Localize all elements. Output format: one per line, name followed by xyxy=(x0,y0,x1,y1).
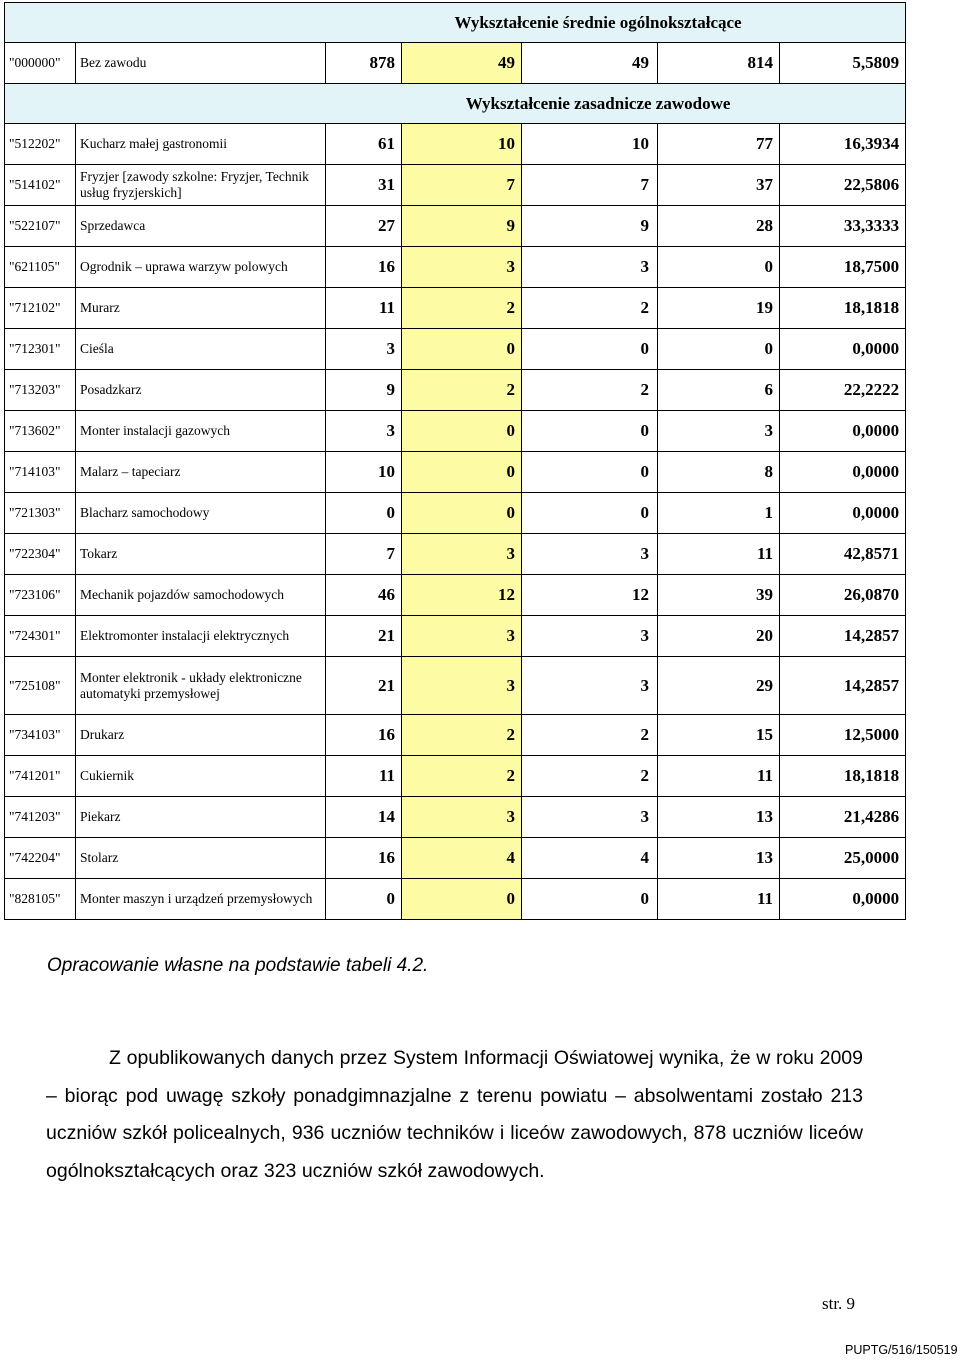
code-cell: "714103" xyxy=(5,452,76,493)
value-cell-1: 9 xyxy=(326,370,402,411)
value-cell-2: 3 xyxy=(402,616,522,657)
value-cell-2: 3 xyxy=(402,534,522,575)
value-cell-2: 3 xyxy=(402,797,522,838)
table-row xyxy=(5,452,906,493)
value-cell-1: 0 xyxy=(326,879,402,920)
value-cell-5: 0,0000 xyxy=(780,452,906,493)
value-cell-4: 37 xyxy=(658,165,780,206)
value-cell-2: 2 xyxy=(402,756,522,797)
value-cell-3: 2 xyxy=(522,288,658,329)
value-cell-3: 4 xyxy=(522,838,658,879)
value-cell-3: 0 xyxy=(522,493,658,534)
section-title: Wykształcenie zasadnicze zawodowe xyxy=(5,84,906,124)
value-cell-4: 3 xyxy=(658,411,780,452)
value-cell-2: 10 xyxy=(402,124,522,165)
value-cell-5: 0,0000 xyxy=(780,879,906,920)
value-cell-4: 29 xyxy=(658,657,780,715)
value-cell-4: 0 xyxy=(658,247,780,288)
value-cell-5: 18,1818 xyxy=(780,288,906,329)
value-cell-1: 16 xyxy=(326,715,402,756)
table-row xyxy=(5,206,906,247)
value-cell-5: 0,0000 xyxy=(780,493,906,534)
table-row xyxy=(5,657,906,715)
source-note: Opracowanie własne na podstawie tabeli 4.2. xyxy=(47,955,429,976)
value-cell-3: 3 xyxy=(522,616,658,657)
value-cell-5: 14,2857 xyxy=(780,657,906,715)
table-row xyxy=(5,715,906,756)
occupation-cell: Kucharz małej gastronomii xyxy=(76,124,326,165)
value-cell-2: 3 xyxy=(402,247,522,288)
value-cell-3: 3 xyxy=(522,657,658,715)
value-cell-1: 46 xyxy=(326,575,402,616)
occupation-cell: Bez zawodu xyxy=(76,43,326,84)
value-cell-3: 2 xyxy=(522,370,658,411)
value-cell-5: 21,4286 xyxy=(780,797,906,838)
code-cell: "828105" xyxy=(5,879,76,920)
value-cell-3: 0 xyxy=(522,411,658,452)
code-cell: "725108" xyxy=(5,657,76,715)
code-cell: "722304" xyxy=(5,534,76,575)
code-cell: "721303" xyxy=(5,493,76,534)
value-cell-3: 3 xyxy=(522,797,658,838)
body-paragraph: Z opublikowanych danych przez System Informacji Oświatowej wynika, że w roku 2009 – biorąc pod uwagę szkoły ponadgimnazjalne z terenu powiatu – absolwentami zostało 213 uczniów szkół policealnych, 936 uczniów techników i liceów zawodowych, 878 uczniów liceów ogólnokształcących oraz 323 uczniów szkół zawodowych. xyxy=(46,1047,863,1182)
value-cell-2: 7 xyxy=(402,165,522,206)
value-cell-4: 11 xyxy=(658,879,780,920)
value-cell-4: 19 xyxy=(658,288,780,329)
value-cell-2: 3 xyxy=(402,657,522,715)
code-cell: "712301" xyxy=(5,329,76,370)
value-cell-4: 20 xyxy=(658,616,780,657)
occupation-cell: Blacharz samochodowy xyxy=(76,493,326,534)
section-header-row xyxy=(5,3,906,43)
code-cell: "741203" xyxy=(5,797,76,838)
value-cell-2: 4 xyxy=(402,838,522,879)
value-cell-1: 31 xyxy=(326,165,402,206)
table-row xyxy=(5,247,906,288)
code-cell: "723106" xyxy=(5,575,76,616)
table-row xyxy=(5,575,906,616)
value-cell-4: 0 xyxy=(658,329,780,370)
value-cell-1: 878 xyxy=(326,43,402,84)
occupation-cell: Malarz – tapeciarz xyxy=(76,452,326,493)
value-cell-1: 11 xyxy=(326,288,402,329)
value-cell-5: 12,5000 xyxy=(780,715,906,756)
value-cell-1: 10 xyxy=(326,452,402,493)
value-cell-2: 0 xyxy=(402,411,522,452)
occupation-cell: Murarz xyxy=(76,288,326,329)
value-cell-2: 9 xyxy=(402,206,522,247)
value-cell-1: 3 xyxy=(326,329,402,370)
value-cell-4: 814 xyxy=(658,43,780,84)
code-cell: "522107" xyxy=(5,206,76,247)
occupation-cell: Cieśla xyxy=(76,329,326,370)
value-cell-1: 21 xyxy=(326,616,402,657)
value-cell-4: 11 xyxy=(658,534,780,575)
value-cell-5: 18,7500 xyxy=(780,247,906,288)
occupation-cell: Monter maszyn i urządzeń przemysłowych xyxy=(76,879,326,920)
value-cell-5: 0,0000 xyxy=(780,329,906,370)
value-cell-4: 6 xyxy=(658,370,780,411)
value-cell-2: 49 xyxy=(402,43,522,84)
value-cell-1: 61 xyxy=(326,124,402,165)
value-cell-3: 10 xyxy=(522,124,658,165)
code-cell: "734103" xyxy=(5,715,76,756)
value-cell-1: 16 xyxy=(326,247,402,288)
code-cell: "742204" xyxy=(5,838,76,879)
value-cell-2: 0 xyxy=(402,452,522,493)
value-cell-5: 16,3934 xyxy=(780,124,906,165)
occupation-cell: Tokarz xyxy=(76,534,326,575)
occupation-cell: Piekarz xyxy=(76,797,326,838)
value-cell-5: 5,5809 xyxy=(780,43,906,84)
occupation-cell: Sprzedawca xyxy=(76,206,326,247)
value-cell-3: 2 xyxy=(522,756,658,797)
code-cell: "713602" xyxy=(5,411,76,452)
value-cell-4: 77 xyxy=(658,124,780,165)
table-row xyxy=(5,493,906,534)
value-cell-5: 0,0000 xyxy=(780,411,906,452)
data-table xyxy=(4,2,906,920)
occupation-cell: Monter elektronik - układy elektroniczne automatyki przemysłowej xyxy=(76,657,326,715)
value-cell-4: 39 xyxy=(658,575,780,616)
value-cell-5: 14,2857 xyxy=(780,616,906,657)
occupation-cell: Fryzjer [zawody szkolne: Fryzjer, Technik usług fryzjerskich] xyxy=(76,165,326,206)
document-id: PUPTG/516/150519 xyxy=(845,1343,958,1357)
value-cell-2: 2 xyxy=(402,370,522,411)
table-row xyxy=(5,329,906,370)
value-cell-4: 11 xyxy=(658,756,780,797)
occupation-cell: Monter instalacji gazowych xyxy=(76,411,326,452)
table-row xyxy=(5,534,906,575)
value-cell-2: 2 xyxy=(402,715,522,756)
value-cell-4: 28 xyxy=(658,206,780,247)
value-cell-5: 22,2222 xyxy=(780,370,906,411)
value-cell-3: 7 xyxy=(522,165,658,206)
value-cell-2: 0 xyxy=(402,329,522,370)
value-cell-4: 13 xyxy=(658,797,780,838)
value-cell-2: 0 xyxy=(402,879,522,920)
occupation-cell: Posadzkarz xyxy=(76,370,326,411)
value-cell-4: 1 xyxy=(658,493,780,534)
occupation-cell: Mechanik pojazdów samochodowych xyxy=(76,575,326,616)
value-cell-5: 33,3333 xyxy=(780,206,906,247)
code-cell: "712102" xyxy=(5,288,76,329)
table-row xyxy=(5,797,906,838)
table-row xyxy=(5,756,906,797)
occupation-cell: Cukiernik xyxy=(76,756,326,797)
table-row xyxy=(5,370,906,411)
value-cell-5: 25,0000 xyxy=(780,838,906,879)
occupation-cell: Ogrodnik – uprawa warzyw polowych xyxy=(76,247,326,288)
value-cell-1: 0 xyxy=(326,493,402,534)
value-cell-3: 3 xyxy=(522,534,658,575)
table-row xyxy=(5,124,906,165)
table-row xyxy=(5,165,906,206)
section-title: Wykształcenie średnie ogólnokształcące xyxy=(5,3,906,43)
table-row xyxy=(5,288,906,329)
occupation-cell: Drukarz xyxy=(76,715,326,756)
value-cell-2: 0 xyxy=(402,493,522,534)
code-cell: "514102" xyxy=(5,165,76,206)
value-cell-3: 2 xyxy=(522,715,658,756)
value-cell-1: 21 xyxy=(326,657,402,715)
value-cell-5: 26,0870 xyxy=(780,575,906,616)
value-cell-1: 27 xyxy=(326,206,402,247)
code-cell: "724301" xyxy=(5,616,76,657)
occupation-cell: Elektromonter instalacji elektrycznych xyxy=(76,616,326,657)
value-cell-2: 12 xyxy=(402,575,522,616)
value-cell-1: 16 xyxy=(326,838,402,879)
code-cell: "000000" xyxy=(5,43,76,84)
value-cell-1: 7 xyxy=(326,534,402,575)
value-cell-1: 11 xyxy=(326,756,402,797)
value-cell-5: 42,8571 xyxy=(780,534,906,575)
code-cell: "741201" xyxy=(5,756,76,797)
value-cell-4: 8 xyxy=(658,452,780,493)
code-cell: "621105" xyxy=(5,247,76,288)
value-cell-3: 9 xyxy=(522,206,658,247)
value-cell-1: 3 xyxy=(326,411,402,452)
table-row xyxy=(5,411,906,452)
value-cell-2: 2 xyxy=(402,288,522,329)
table-row xyxy=(5,838,906,879)
value-cell-4: 13 xyxy=(658,838,780,879)
value-cell-3: 0 xyxy=(522,329,658,370)
value-cell-3: 12 xyxy=(522,575,658,616)
value-cell-3: 0 xyxy=(522,452,658,493)
occupation-cell: Stolarz xyxy=(76,838,326,879)
value-cell-5: 18,1818 xyxy=(780,756,906,797)
value-cell-5: 22,5806 xyxy=(780,165,906,206)
code-cell: "713203" xyxy=(5,370,76,411)
value-cell-3: 49 xyxy=(522,43,658,84)
value-cell-1: 14 xyxy=(326,797,402,838)
value-cell-4: 15 xyxy=(658,715,780,756)
page-number: str. 9 xyxy=(822,1294,856,1313)
section-header-row xyxy=(5,84,906,124)
table-row xyxy=(5,43,906,84)
table-row xyxy=(5,879,906,920)
code-cell: "512202" xyxy=(5,124,76,165)
table-row xyxy=(5,616,906,657)
value-cell-3: 3 xyxy=(522,247,658,288)
value-cell-3: 0 xyxy=(522,879,658,920)
